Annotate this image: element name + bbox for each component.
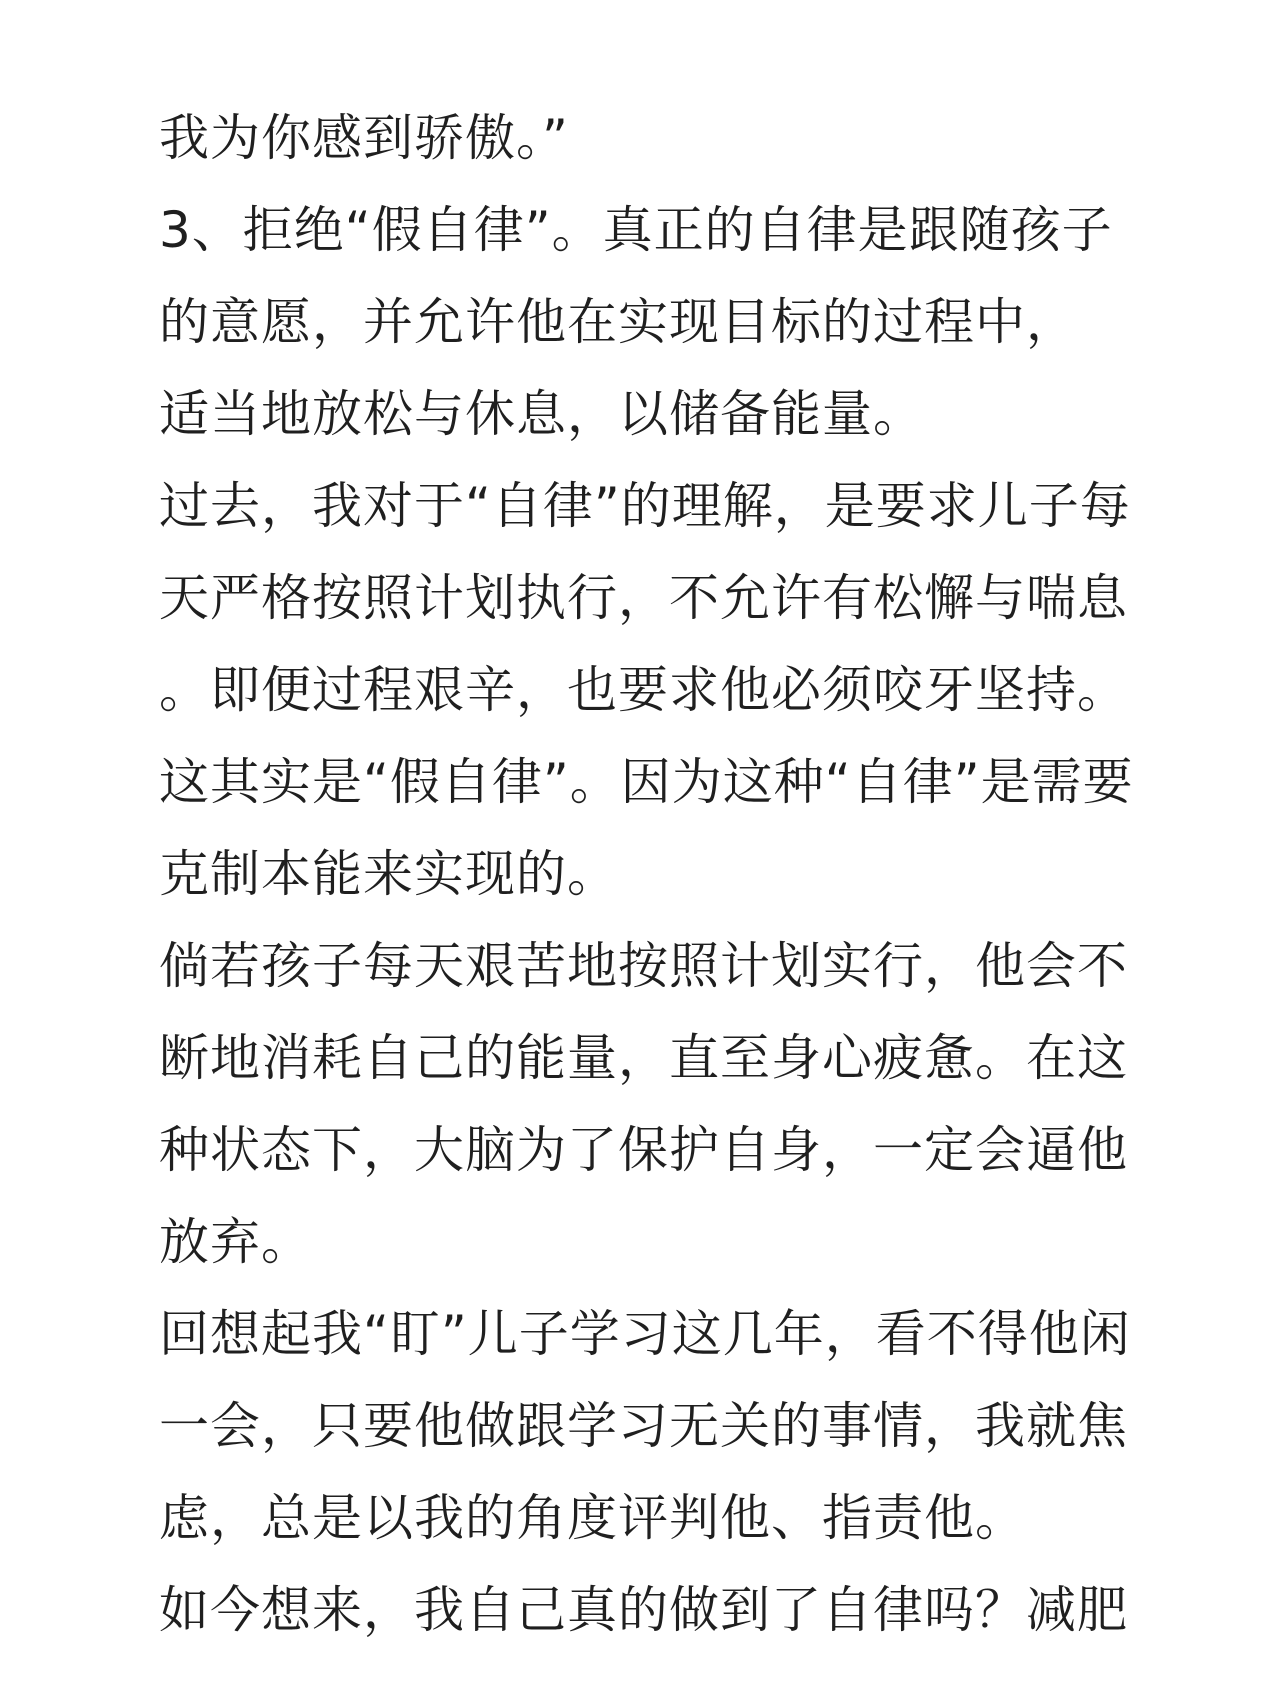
article-body [159, 92, 1169, 1656]
text-line: 虑，总是以我的角度评判他、指责他。 [159, 1489, 1026, 1547]
text-line: 我为你感到骄傲。” [159, 109, 569, 167]
text-line: 过去，我对于“自律”的理解，是要求儿子每 [159, 477, 1131, 535]
text-line: 倘若孩子每天艰苦地按照计划实行，他会不 [159, 937, 1128, 995]
text-line: 天严格按照计划执行，不允许有松懈与喘息 [159, 569, 1128, 627]
text-line: 克制本能来实现的。 [159, 845, 618, 903]
text-line: 断地消耗自己的能量，直至身心疲惫。在这 [159, 1029, 1128, 1087]
text-line: 这其实是“假自律”。因为这种“自律”是需要 [159, 753, 1134, 811]
text-line: 适当地放松与休息，以储备能量。 [159, 385, 924, 443]
text-line: 。即便过程艰辛，也要求他必须咬牙坚持。 [159, 661, 1128, 719]
text-line: 的意愿，并允许他在实现目标的过程中， [159, 293, 1077, 351]
text-line: 3、拒绝“假自律”。真正的自律是跟随孩子 [159, 201, 1113, 259]
text-line: 种状态下，大脑为了保护自身，一定会逼他 [159, 1121, 1128, 1179]
text-line: 回想起我“盯”儿子学习这几年，看不得他闲 [159, 1305, 1131, 1363]
text-line: 如今想来，我自己真的做到了自律吗？减肥 [159, 1581, 1128, 1639]
text-line: 一会，只要他做跟学习无关的事情，我就焦 [159, 1397, 1128, 1455]
text-line: 放弃。 [159, 1213, 312, 1271]
